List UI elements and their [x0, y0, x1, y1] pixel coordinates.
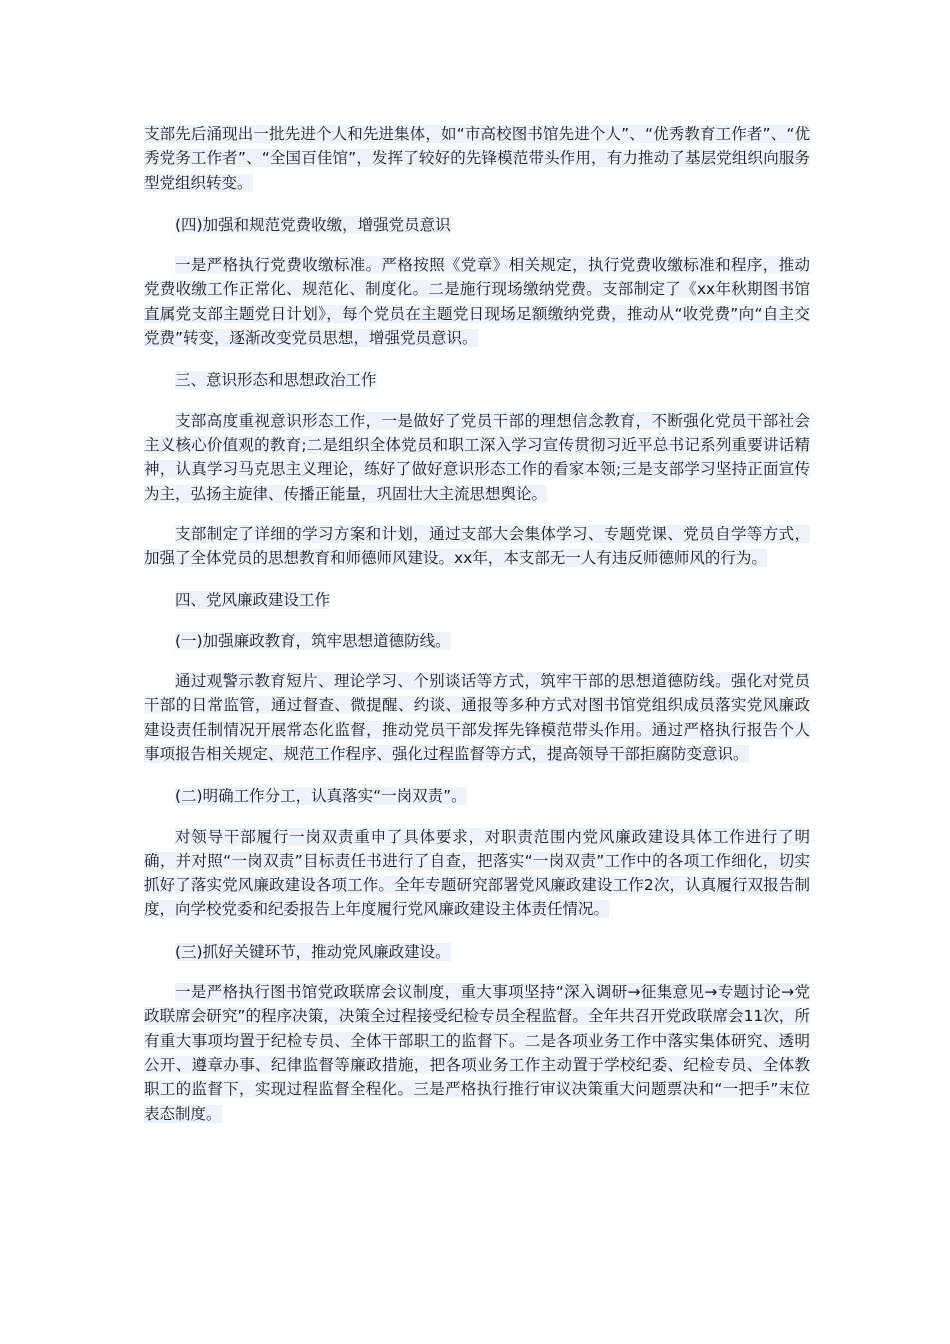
paragraph-text: 支部先后涌现出一批先进个人和先进集体，如“市高校图书馆先进个人”、“优秀教育工作者”、“优秀党务工作者”、“全国百佳馆”，发挥了较好的先锋模范带头作用，有力推动了基层党组织向服务型党组织转变。 [144, 125, 810, 192]
document-body [144, 122, 810, 1126]
paragraph-ideology-work [144, 409, 810, 506]
heading-text: (四)加强和规范党费收缴，增强党员意识 [175, 215, 451, 234]
paragraph-study-plan [144, 522, 810, 571]
heading-text: 三、意识形态和思想政治工作 [175, 371, 377, 390]
paragraph-text: 一是严格执行党费收缴标准。严格按照《党章》相关规定，执行党费收缴标准和程序，推动党费收缴工作正常化、规范化、制度化。二是施行现场缴纳党费。支部制定了《xx年秋期图书馆直属党支部主题党日计划》，每个党员在主题党日现场足额缴纳党费，推动从“收党费”向“自主交党费”转变，逐渐改变党员思想，增强党员意识。 [144, 256, 810, 348]
subheading-integrity-education [144, 629, 810, 653]
paragraph-party-dues [144, 253, 810, 350]
heading-integrity [144, 588, 810, 612]
subheading-key-links [144, 940, 810, 964]
paragraph-key-links [144, 980, 810, 1126]
heading-text: (一)加强廉政教育，筑牢思想道德防线。 [175, 631, 451, 650]
paragraph-text: 对领导干部履行一岗双责重申了具体要求，对职责范围内党风廉政建设具体工作进行了明确，并对照“一岗双责”目标责任书进行了自查，把落实“一岗双责”工作中的各项工作细化，切实抓好了落实党风廉政建设各项工作。全年专题研究部署党风廉政建设工作2次，认真履行双报告制度，向学校党委和纪委报告上年度履行党风廉政建设主体责任情况。 [144, 827, 810, 919]
paragraph-text: 支部高度重视意识形态工作，一是做好了党员干部的理想信念教育，不断强化党员干部社会主义核心价值观的教育;二是组织全体党员和职工深入学习宣传贯彻习近平总书记系列重要讲话精神，认真学习马克思主义理论，练好了做好意识形态工作的看家本领;三是支部学习坚持正面宣传为主，弘扬主旋律、传播正能量，巩固壮大主流思想舆论。 [144, 411, 810, 503]
paragraph-text: 支部制定了详细的学习方案和计划，通过支部大会集体学习、专题党课、党员自学等方式，加强了全体党员的思想教育和师德师风建设。xx年，本支部无一人有违反师德师风的行为。 [144, 524, 810, 568]
paragraph-advanced-individuals [144, 122, 810, 195]
heading-text: 四、党风廉政建设工作 [175, 591, 331, 610]
paragraph-integrity-education [144, 669, 810, 766]
heading-ideology [144, 368, 810, 392]
paragraph-text: 一是严格执行图书馆党政联席会议制度，重大事项坚持“深入调研→征集意见→专题讨论→党政联席会研究”的程序决策，决策全过程接受纪检专员全程监督。全年共召开党政联席会11次，所有重大事项均置于纪检专员、全体干部职工的监督下。二是各项业务工作中落实集体研究、透明公开、遵章办事、纪律监督等廉政措施，把各项业务工作主动置于学校纪委、纪检专员、全体教职工的监督下，实现过程监督全程化。三是严格执行推行审议决策重大问题票决和“一把手”末位表态制度。 [144, 983, 810, 1123]
paragraph-dual-responsibility [144, 825, 810, 922]
heading-text: (三)抓好关键环节，推动党风廉政建设。 [175, 942, 451, 961]
subheading-dual-responsibility [144, 784, 810, 808]
heading-text: (二)明确工作分工，认真落实“一岗双责”。 [175, 787, 467, 806]
heading-party-dues [144, 213, 810, 237]
paragraph-text: 通过观警示教育短片、理论学习、个别谈话等方式，筑牢干部的思想道德防线。强化对党员干部的日常监管，通过督查、微提醒、约谈、通报等多种方式对图书馆党组织成员落实党风廉政建设责任制情况开展常态化监督，推动党员干部发挥先锋模范带头作用。通过严格执行报告个人事项报告相关规定、规范工作程序、强化过程监督等方式，提高领导干部拒腐防变意识。 [144, 672, 810, 763]
